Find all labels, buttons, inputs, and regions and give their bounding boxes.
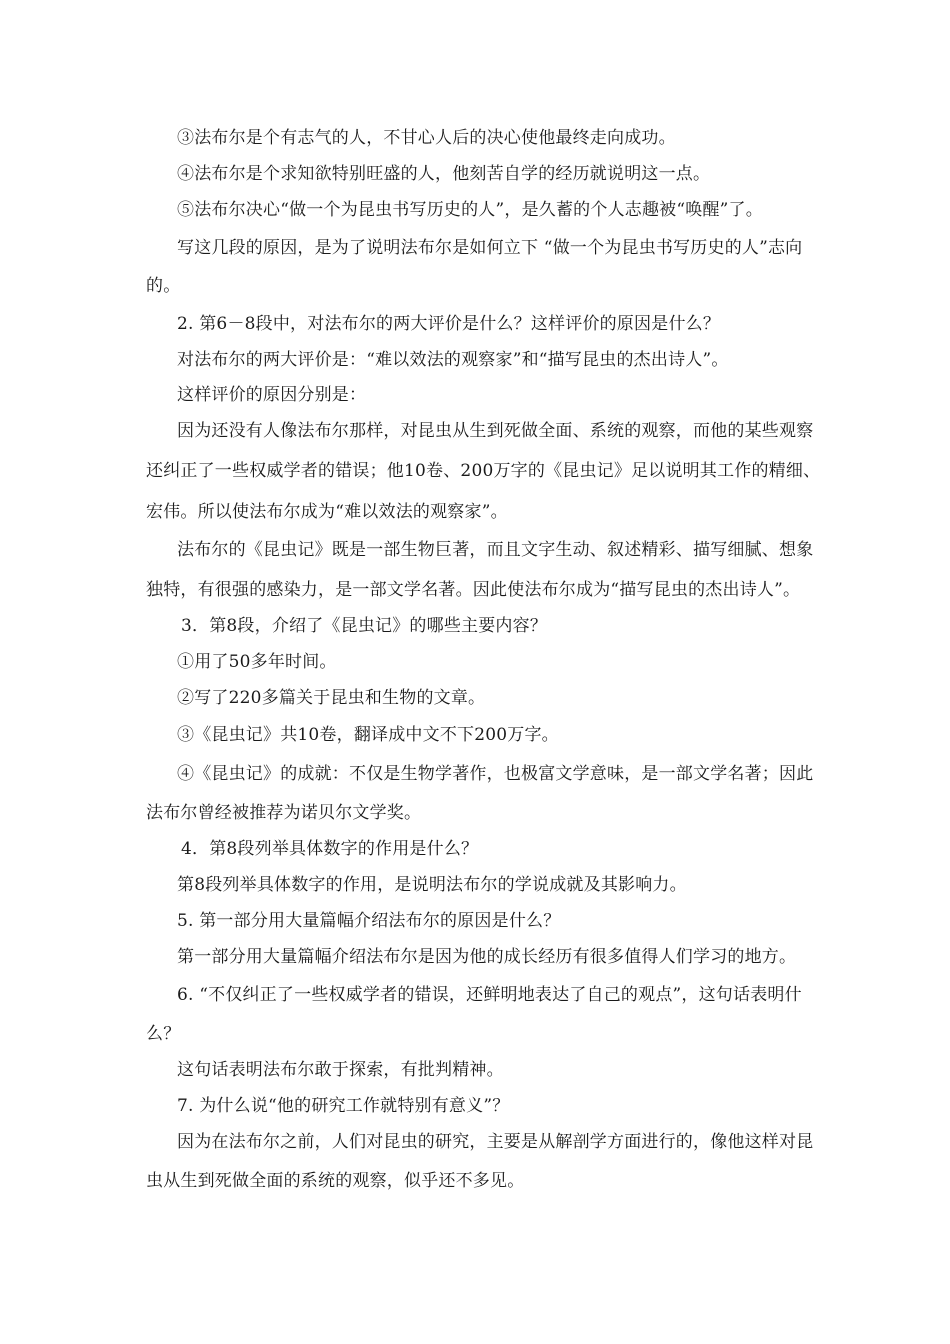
paragraph-line: 写这几段的原因，是为了说明法布尔是如何立下 “做一个为昆虫书写历史的人”志向	[177, 238, 803, 258]
paragraph-line: 么？	[146, 1024, 181, 1044]
question-5: 5. 第一部分用大量篇幅介绍法布尔的原因是什么？	[177, 911, 561, 931]
answer-item-3: ③法布尔是个有志气的人，不甘心人后的决心使他最终走向成功。	[177, 128, 676, 148]
answer-item-4: ④法布尔是个求知欲特别旺盛的人，他刻苦自学的经历就说明这一点。	[177, 164, 711, 184]
answer-line: 这句话表明法布尔敢于探索，有批判精神。	[177, 1060, 504, 1080]
answer-item-3b: ③《昆虫记》共10卷，翻译成中文不下200万字。	[177, 725, 559, 745]
answer-item-2: ②写了220多篇关于昆虫和生物的文章。	[177, 688, 486, 708]
paragraph-line: 因为在法布尔之前，人们对昆虫的研究，主要是从解剖学方面进行的，像他这样对昆	[177, 1132, 814, 1152]
paragraph-line: 虫从生到死做全面的系统的观察，似乎还不多见。	[146, 1171, 525, 1191]
paragraph-line: 法布尔的《昆虫记》既是一部生物巨著，而且文字生动、叙述精彩、描写细腻、想象	[177, 540, 814, 560]
answer-line: 第8段列举具体数字的作用，是说明法布尔的学说成就及其影响力。	[177, 875, 687, 895]
question-4: 4．第8段列举具体数字的作用是什么？	[181, 839, 479, 859]
answer-line: 对法布尔的两大评价是：“难以效法的观察家”和“描写昆虫的杰出诗人”。	[177, 350, 729, 370]
question-2: 2. 第6－8段中，对法布尔的两大评价是什么？这样评价的原因是什么？	[177, 314, 721, 334]
question-6: 6. “不仅纠正了一些权威学者的错误，还鲜明地表达了自己的观点”，这句话表明什	[177, 985, 802, 1005]
paragraph-line: 宏伟。所以使法布尔成为“难以效法的观察家”。	[146, 502, 508, 522]
question-3: 3．第8段，介绍了《昆虫记》的哪些主要内容？	[181, 616, 548, 636]
answer-line: 这样评价的原因分别是：	[177, 385, 367, 405]
question-7: 7. 为什么说“他的研究工作就特别有意义”？	[177, 1096, 510, 1116]
answer-item-1: ①用了50多年时间。	[177, 652, 337, 672]
paragraph-line: 的。	[146, 276, 181, 296]
answer-item-4b: ④《昆虫记》的成就：不仅是生物学著作，也极富文学意味，是一部文学名著；因此	[177, 764, 814, 784]
paragraph-line: 因为还没有人像法布尔那样，对昆虫从生到死做全面、系统的观察，而他的某些观察	[177, 421, 814, 441]
paragraph-line: 法布尔曾经被推荐为诺贝尔文学奖。	[146, 803, 422, 823]
answer-item-5: ⑤法布尔决心“做一个为昆虫书写历史的人”，是久蓄的个人志趣被“唤醒”了。	[177, 200, 763, 220]
answer-line: 第一部分用大量篇幅介绍法布尔是因为他的成长经历有很多值得人们学习的地方。	[177, 947, 797, 967]
paragraph-line: 还纠正了一些权威学者的错误；他10卷、200万字的《昆虫记》足以说明其工作的精细、	[146, 461, 821, 481]
paragraph-line: 独特，有很强的感染力，是一部文学名著。因此使法布尔成为“描写昆虫的杰出诗人”。	[146, 580, 801, 600]
